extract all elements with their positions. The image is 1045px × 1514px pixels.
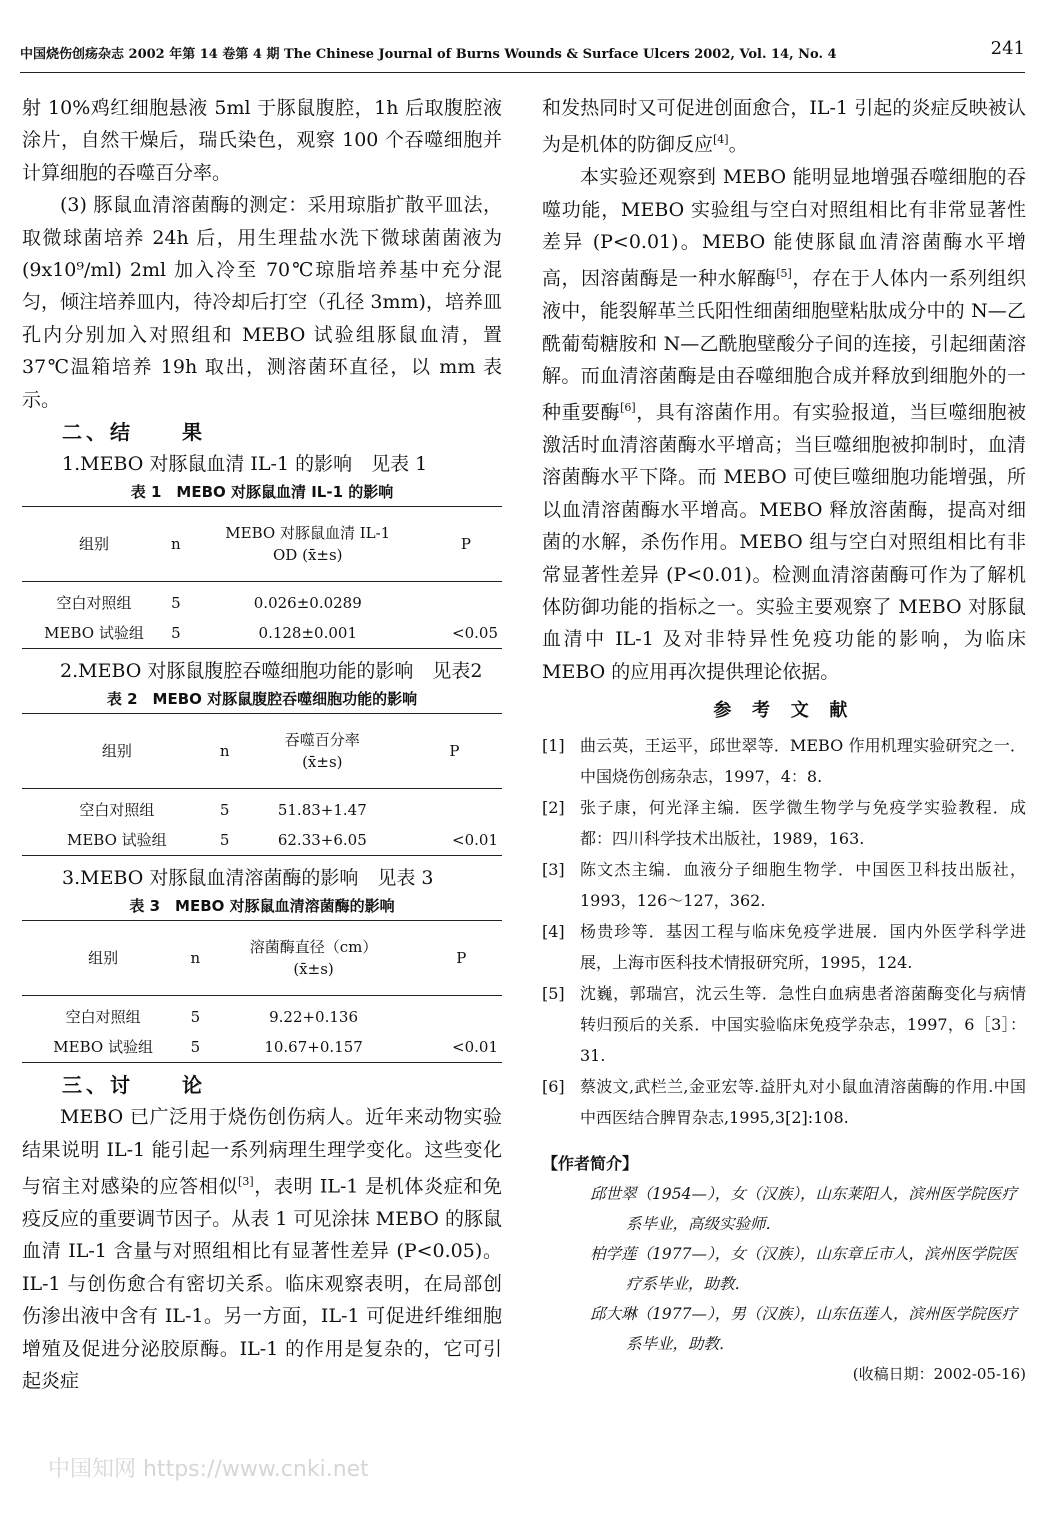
author-bio: 邱大琳（1977—），男（汉族），山东伍莲人，滨州医学院医疗系毕业，助教． [590,1305,1017,1354]
citation-ref: [4] [713,133,729,147]
table-header-value: 吞噬百分率 (x̄±s) [238,714,407,789]
author-bio: 邱世翠（1954—），女（汉族），山东莱阳人，滨州医学院医疗系毕业，高级实验师． [590,1185,1017,1234]
right-column [542,92,1026,1389]
method-paragraph-1: 射 10%鸡红细胞悬液 5ml 于豚鼠腹腔，1h 后取腹腔液涂片，自然干燥后，瑞氏染色，观察 100 个吞噬细胞并计算细胞的吞噬百分率。 [22,97,502,184]
discussion-continued: 和发热同时又可促进创面愈合，IL-1 引起的炎症反映被认为是机体的防御反应[4]。 [542,97,1026,156]
table-header-n: n [166,507,186,582]
table-row: 空白对照组 5 9.22+0.136 [65,1008,359,1027]
table-2-caption: 表 2 MEBO 对豚鼠腹腔吞噬细胞功能的影响 [106,690,418,709]
references-heading: 参 考 文 献 [713,700,855,722]
results-subheading-3: 3.MEBO 对豚鼠血清溶菌酶的影响 见表 3 [62,867,434,890]
received-date: (收稿日期：2002-05-16) [852,1365,1026,1384]
reference-item: [3] 陈文杰主编．血液分子细胞生物学．中国医卫科技出版社，1993，126～127，362. [542,860,1026,911]
table-header-n: n [184,921,206,996]
table-header-p: P [430,507,502,582]
table-1-caption: 表 1 MEBO 对豚鼠血清 IL-1 的影响 [130,483,394,502]
table-3 [22,920,502,1063]
table-header-value: MEBO 对豚鼠血清 IL-1 OD (x̄±s) [186,507,430,582]
cnki-watermark: 中国知网 https://www.cnki.net [48,1457,369,1482]
table-2 [22,713,502,856]
citation-ref: [5] [776,267,792,281]
discussion-paragraph: MEBO 已广泛用于烧伤创伤病人。近年来动物实验结果说明 IL-1 能引起一系列病理生理学变化。这些变化与宿主对感染的应答相似[3]，表明 IL-1 是机体炎症和免疫反应的重要调节因子。从表 1 可见涂抹 MEBO 的豚鼠血清 IL-1 含量与对照组相比有显著性差异 (P<0.05)。IL-1 与创伤愈合有密切关系。临床观察表明，在局部创伤渗出液中含有 IL-1。另一方面，IL-1 可促进纤维细胞增殖及促进分泌胶原酶。IL-1 的作用是复杂的，它可引起炎症 [22,1106,502,1393]
reference-item: [6] 蔡波文,武栏兰,金亚宏等.益肝丸对小鼠血清溶菌酶的作用.中国中西医结合脾胃杂志,1995,3[2]:108. [542,1077,1026,1128]
citation-ref: [6] [620,401,636,415]
running-header [20,40,1025,70]
header-rule [20,72,1025,73]
results-subheading-2: 2.MEBO 对豚鼠腹腔吞噬细胞功能的影响 见表2 [60,660,483,683]
reference-item: [4] 杨贵珍等．基因工程与临床免疫学进展．国内外医学科学进展，上海市医科技术情报研究所，1995，124. [542,922,1026,973]
citation-ref: [3] [238,1175,254,1189]
author-bio: 柏学莲（1977—），女（汉族），山东章丘市人，滨州医学院医疗系毕业，助教． [590,1245,1017,1294]
table-row: MEBO 试验组 5 62.33+6.05 <0.01 [22,825,502,856]
reference-item: [5] 沈巍，郭瑞宫，沈云生等．急性白血病患者溶菌酶变化与病情转归预后的关系．中国实验临床免疫学杂志，1997，6［3］：31. [542,984,1026,1066]
discussion-heading: 三、讨 论 [62,1073,206,1098]
table-header-group: 组别 [22,921,184,996]
table-header-group: 组别 [22,507,166,582]
table-header-p: P [421,921,502,996]
reference-item: [1] 曲云英，王运平，邱世翠等．MEBO 作用机理实验研究之一．中国烧伤创疡杂志，1997，4：8. [542,736,1026,787]
author-bio-heading: 【作者简介】 [542,1154,639,1174]
table-row: MEBO 试验组 5 0.128±0.001 <0.05 [22,618,502,649]
journal-citation: 中国烧伤创疡杂志 2002 年第 14 卷第 4 期 The Chinese Journal of Burns Wounds & Surface Ulcers 2002, Vol. 14, No. 4 [20,47,837,62]
results-subheading-1: 1.MEBO 对豚鼠血清 IL-1 的影响 见表 1 [62,453,428,476]
table-header-value: 溶菌酶直径（cm） (x̄±s) [206,921,420,996]
left-column [22,92,502,1397]
table-header-p: P [407,714,502,789]
table-header-group: 组别 [22,714,212,789]
table-row: 空白对照组 5 0.026±0.0289 [56,594,362,613]
table-3-caption: 表 3 MEBO 对豚鼠血清溶菌酶的影响 [129,897,395,916]
method-paragraph-lysozyme: (3) 豚鼠血清溶菌酶的测定：采用琼脂扩散平皿法，取微球菌培养 24h 后，用生理盐水洗下微球菌菌液为 (9x10⁹/ml) 2ml 加入冷至 70℃琼脂培养基中充分混匀，倾注培养皿内，待冷却后打空（孔径 3mm)，培养皿孔内分别加入对照组和 MEBO 试验组豚鼠血清，置 37℃温箱培养 19h 取出，测溶菌环直径，以 mm 表示。 [22,194,502,411]
table-row: 空白对照组 5 51.83+1.47 [79,801,367,820]
reference-item: [2] 张子康，何光泽主编．医学微生物学与免疫学实验教程．成都：四川科学技术出版社，1989，163. [542,798,1026,849]
references-list [542,730,1026,1133]
table-row: MEBO 试验组 5 10.67+0.157 <0.01 [22,1032,502,1063]
results-heading: 二、结 果 [62,420,206,445]
page-number: 241 [990,38,1025,59]
discussion-paragraph-2: 本实验还观察到 MEBO 能明显地增强吞噬细胞的吞噬功能，MEBO 实验组与空白对照组相比有非常显著性差异 (P<0.01)。MEBO 能使豚鼠血清溶菌酶水平增高，因溶菌酶是一种水解酶[5]，存在于人体内一系列组织液中，能裂解革兰氏阳性细菌细胞壁粘肽成分中的 N—乙酰葡萄糖胺和 N—乙酰胞壁酸分子间的连接，引起细菌溶解。而血清溶菌酶是由吞噬细胞合成并释放到细胞外的一种重要酶[6]，具有溶菌作用。有实验报道，当巨噬细胞被激活时血清溶菌酶水平增高；当巨噬细胞被抑制时，血清溶菌酶水平下降。而 MEBO 可使巨噬细胞功能增强，所以血清溶菌酶水平增高。MEBO 释放溶菌酶，提高对细菌的水解，杀伤作用。MEBO 组与空白对照组相比有非常显著性差异 (P<0.01)。检测血清溶菌酶可作为了解机体防御功能的指标之一。实验主要观察了 MEBO 对豚鼠血清中 IL-1 及对非特异性免疫功能的影响，为临床 MEBO 的应用再次提供理论依据。 [542,166,1026,683]
table-1 [22,506,502,649]
table-header-n: n [212,714,238,789]
